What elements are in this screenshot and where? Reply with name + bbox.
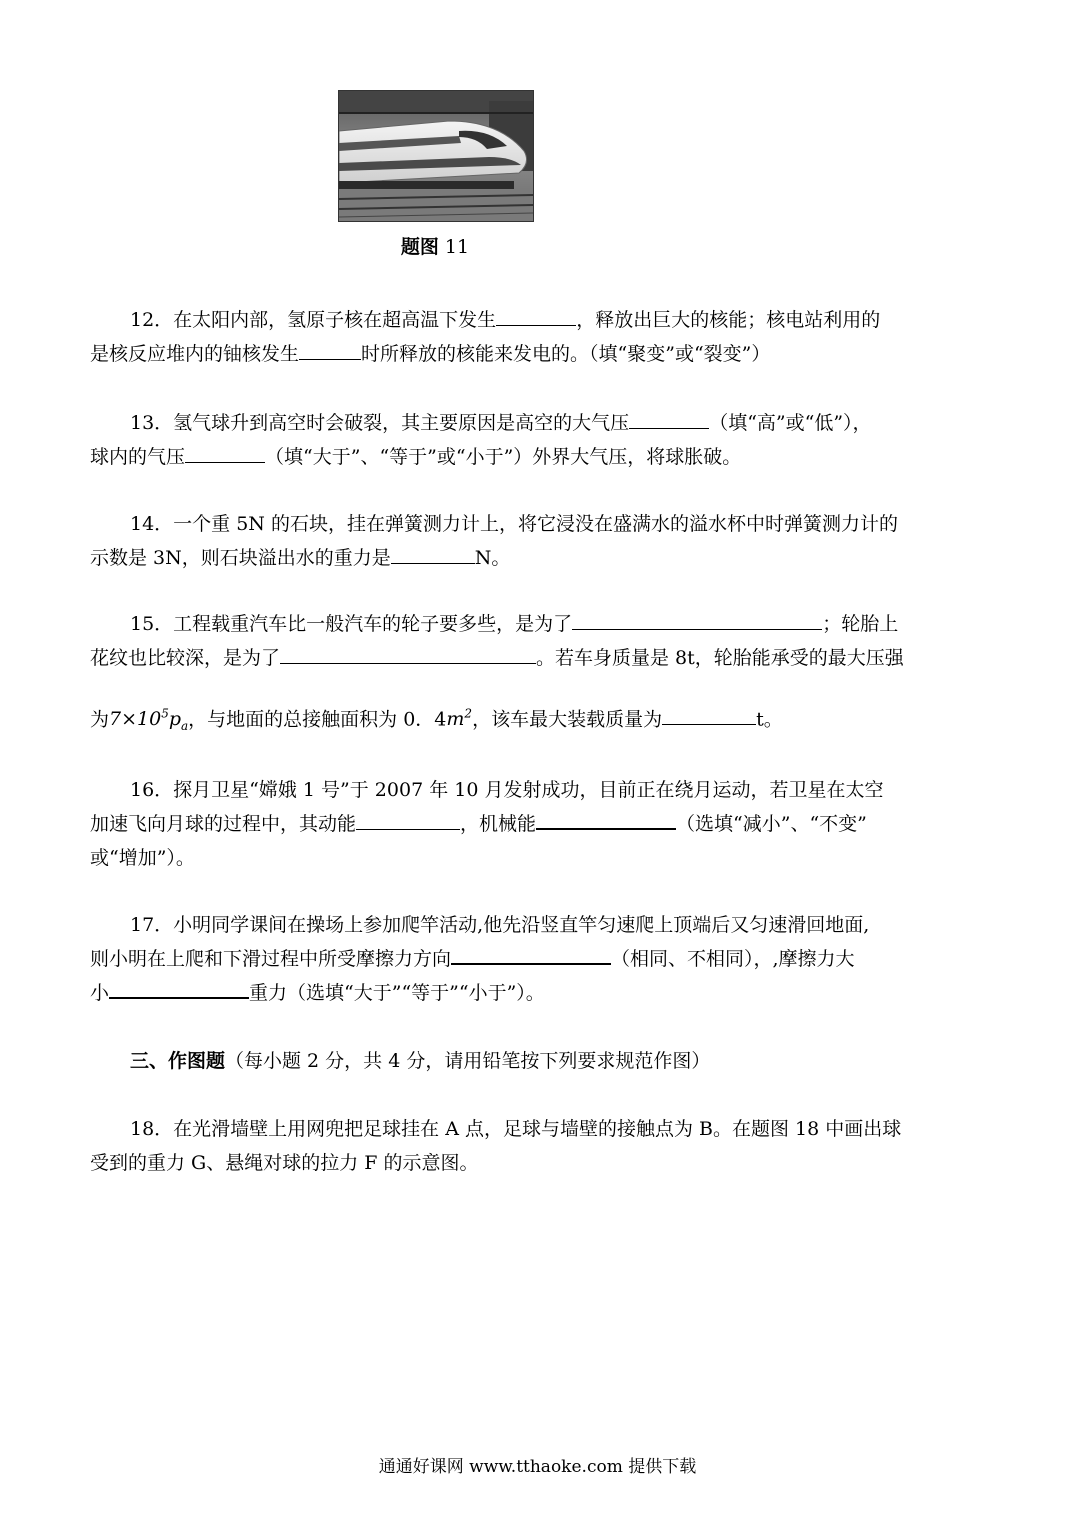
q12-line-1: [90, 303, 978, 337]
q12-blank-1[interactable]: [496, 307, 576, 326]
page-footer: 通通好课网 www.tthaoke.com 提供下载: [378, 1457, 697, 1477]
train-photo: [338, 90, 534, 222]
section-3-note: （每小题 2 分，共 4 分，请用铅笔按下列要求规范作图）: [225, 1050, 711, 1072]
question-12: [90, 303, 978, 371]
q12-text-b: ，释放出巨大的核能；核电站利用的: [576, 309, 881, 331]
question-14: [90, 507, 978, 575]
area-unit-exponent: 2: [464, 707, 473, 721]
q17-text-d: 重力（选填“大于”“等于”“小于”）。: [249, 982, 545, 1004]
formula-exponent: 5: [161, 707, 169, 721]
q17-line-1: 17．小明同学课间在操场上参加爬竿活动,他先沿竖直竿匀速爬上顶端后又匀速滑回地面,: [130, 914, 870, 936]
question-17: [90, 908, 978, 1010]
q15-text-b: ；轮胎上: [822, 613, 899, 635]
q17-text-a: 则小明在上爬和下滑过程中所受摩擦力方向: [90, 948, 452, 970]
figure-caption: [300, 232, 570, 259]
q17-blank-2[interactable]: [109, 979, 249, 999]
q12-text-a: 12．在太阳内部，氢原子核在超高温下发生: [130, 309, 497, 331]
q17-text-c: 小: [90, 982, 110, 1004]
train-image: [339, 91, 533, 221]
q13-text-a: 13．氢气球升到高空时会破裂，其主要原因是高空的大气压: [130, 412, 630, 434]
q13-text-d: （填“大于”、“等于”或“小于”）外界大气压，将球胀破。: [265, 446, 742, 468]
q16-text-b: ，机械能: [460, 813, 537, 835]
question-15: [90, 607, 978, 743]
q16-line-2: [90, 807, 978, 841]
formula-subscript: a: [181, 719, 189, 734]
q16-text-a: 加速飞向月球的过程中，其动能: [90, 813, 357, 835]
q13-text-c: 球内的气压: [90, 446, 186, 468]
caption-label: 题图: [400, 236, 439, 258]
q15-text-a: 15．工程载重汽车比一般汽车的轮子要多些，是为了: [130, 613, 573, 635]
pressure-formula: [109, 707, 189, 734]
q15-text-f: ，与地面的总接触面积为 0．4: [188, 708, 447, 731]
q17-blank-1[interactable]: [451, 945, 611, 965]
q13-blank-1[interactable]: [629, 410, 709, 429]
q15-text-d: 。若车身质量是 8t，轮胎能承受的最大压强: [536, 647, 904, 669]
q15-text-h: t。: [756, 708, 783, 731]
q17-text-b: （相同、不相同），,摩擦力大: [611, 948, 855, 970]
question-13: [90, 406, 978, 474]
q12-text-c: 是核反应堆内的铀核发生: [90, 343, 300, 365]
q12-text-d: 时所释放的核能来发电的。（填“聚变”或“裂变”）: [361, 343, 771, 365]
q13-text-b: （填“高”或“低”），: [709, 412, 872, 434]
q14-line-1: 14．一个重 5N 的石块，挂在弹簧测力计上，将它浸没在盛满水的溢水杯中时弹簧测力计的: [130, 513, 898, 535]
formula-base: 7×10: [109, 708, 162, 731]
q15-blank-3[interactable]: [662, 706, 756, 725]
section-3-heading: [90, 1044, 978, 1078]
q12-blank-2[interactable]: [299, 341, 361, 360]
q15-text-c: 花纹也比较深，是为了: [90, 647, 281, 669]
caption-number: 11: [438, 236, 470, 258]
q15-text-g: ，该车最大装载质量为: [472, 708, 663, 731]
q13-line-1: [90, 406, 978, 440]
q14-text-b: N。: [474, 547, 511, 569]
question-16: [90, 773, 978, 875]
area-unit: [446, 708, 472, 730]
q16-blank-2[interactable]: [536, 810, 676, 830]
q17-line-2: [90, 942, 978, 976]
q14-blank-1[interactable]: [391, 545, 475, 564]
q12-line-2: [90, 337, 978, 371]
q18-line-1: 18．在光滑墙壁上用网兜把足球挂在 A 点，足球与墙壁的接触点为 B。在题图 18 中画出球: [130, 1118, 902, 1140]
q13-blank-2[interactable]: [185, 444, 265, 463]
q16-line-3: 或“增加”）。: [90, 847, 195, 869]
section-3-title: 三、作图题: [130, 1050, 226, 1072]
section-3-line: [90, 1044, 978, 1078]
q14-line-2: [90, 541, 978, 575]
q15-line-3: [90, 697, 978, 743]
q16-blank-1[interactable]: [356, 811, 460, 830]
q14-text-a: 示数是 3N，则石块溢出水的重力是: [90, 547, 391, 569]
formula-unit: p: [168, 708, 182, 731]
q15-text-e: 为: [90, 708, 110, 731]
q15-line-1: [90, 607, 978, 641]
q16-text-c: （选填“减小”、“不变”: [676, 813, 867, 835]
q17-line-3: [90, 976, 978, 1010]
q16-line-1: 16．探月卫星“嫦娥 1 号”于 2007 年 10 月发射成功，目前正在绕月运动，若卫星在太空: [130, 779, 884, 801]
q18-line-2: 受到的重力 G、悬绳对球的拉力 F 的示意图。: [90, 1152, 479, 1174]
q15-line-2: [90, 641, 978, 675]
question-18: [90, 1112, 978, 1180]
q13-line-2: [90, 440, 978, 474]
q15-blank-1[interactable]: [572, 611, 822, 630]
q15-blank-2[interactable]: [280, 645, 536, 664]
area-unit-letter: m: [446, 708, 465, 731]
